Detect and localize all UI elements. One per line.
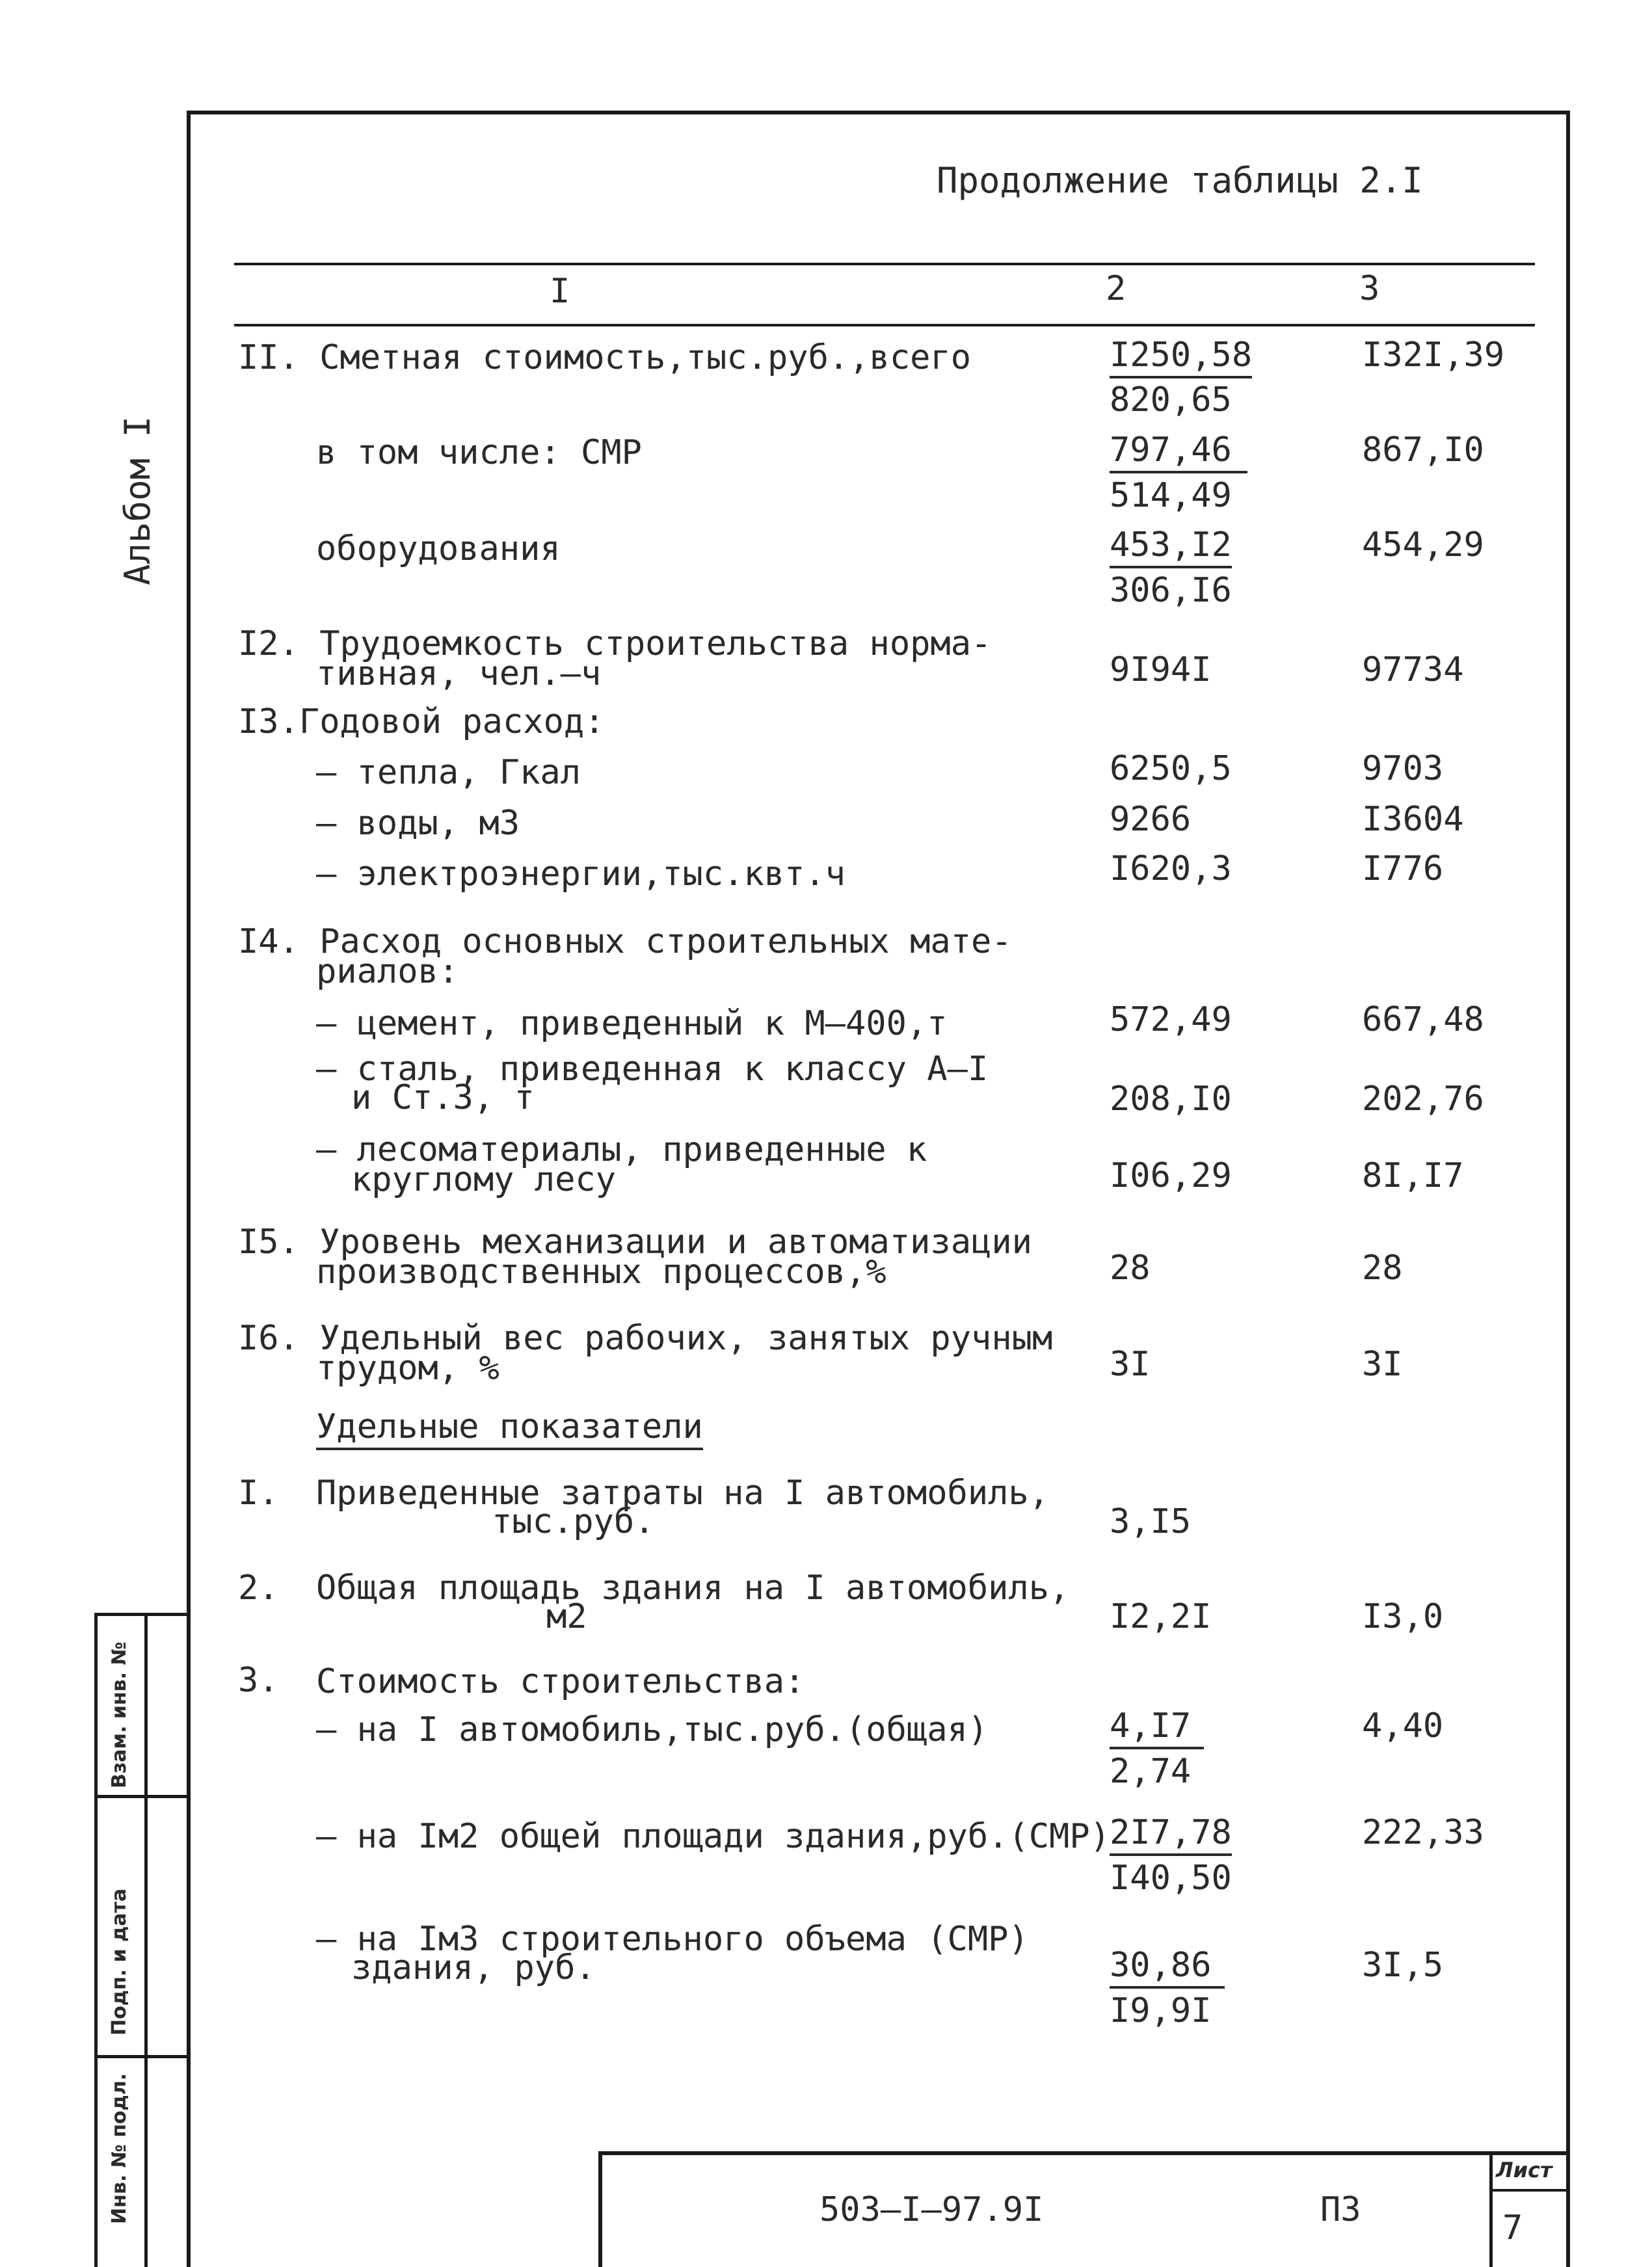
- row-label: Приведенные затраты на I автомобиль,: [316, 1474, 1050, 1513]
- value: [1110, 1706, 1204, 1745]
- value: 3I,5: [1362, 1946, 1444, 1985]
- value: 667,48: [1362, 1000, 1484, 1039]
- value: [1110, 525, 1232, 564]
- item-num: 2.: [238, 1569, 279, 1608]
- value: 3I: [1362, 1345, 1403, 1384]
- value: 867,I0: [1362, 431, 1484, 470]
- document-code: 503–I–97.9I: [819, 2190, 1044, 2229]
- value: 9I94I: [1110, 650, 1212, 689]
- margin-sep-3: [94, 2055, 187, 2058]
- value: 572,49: [1110, 1000, 1232, 1039]
- row-label: – воды, м3: [316, 804, 520, 843]
- value: 514,49: [1110, 476, 1232, 515]
- value: 820,65: [1110, 380, 1232, 419]
- value-numerator: I250,58: [1110, 336, 1252, 378]
- row-label: I3.Годовой расход:: [238, 702, 605, 741]
- row-label: – цемент, приведенный к М–400,т: [316, 1004, 948, 1043]
- margin-sep-2: [94, 1795, 187, 1798]
- value: 208,I0: [1110, 1080, 1232, 1119]
- margin-inner-line: [144, 1613, 148, 2267]
- value: [1110, 1946, 1225, 1985]
- margin-vzam: Взам. инв. №: [108, 1641, 131, 1788]
- value: 97734: [1362, 650, 1464, 689]
- album-label: Альбом I: [117, 416, 158, 585]
- value: 2,74: [1110, 1752, 1192, 1791]
- col-header-1: I: [550, 272, 570, 311]
- sheet-label: Лист: [1496, 2158, 1552, 2182]
- sheet-box-sep: [1489, 2189, 1570, 2192]
- header-top-line: [234, 263, 1535, 265]
- title-block: [598, 2151, 1570, 2267]
- row-label: круглому лесу: [351, 1160, 616, 1199]
- value: 454,29: [1362, 525, 1484, 564]
- value: 9703: [1362, 749, 1444, 788]
- col-header-2: 2: [1106, 269, 1126, 308]
- row-label: – на Iм2 общей площади здания,руб.(СМР): [316, 1817, 1110, 1856]
- value: 28: [1362, 1249, 1403, 1288]
- row-label: I2. Трудоемкость строительства норма-: [238, 624, 992, 663]
- value: [1110, 431, 1247, 470]
- value: I06,29: [1110, 1156, 1232, 1195]
- row-label: – сталь, приведенная к классу А–I: [316, 1050, 989, 1089]
- col-header-3: 3: [1359, 269, 1380, 308]
- row-label: I5. Уровень механизации и автоматизации: [238, 1223, 1032, 1262]
- value: 202,76: [1362, 1080, 1484, 1119]
- value: [1110, 1813, 1232, 1852]
- margin-podp: Подп. и дата: [108, 1888, 131, 2035]
- value: 3,I5: [1110, 1502, 1192, 1541]
- item-num: I.: [238, 1474, 279, 1513]
- table-caption: Продолжение таблицы 2.I: [937, 160, 1423, 201]
- row-label: м2: [546, 1597, 587, 1636]
- value: I2,2I: [1110, 1597, 1212, 1636]
- row-label: – лесоматериалы, приведенные к: [316, 1130, 927, 1169]
- sheet-number: 7: [1502, 2208, 1523, 2247]
- row-label: оборудования: [316, 529, 561, 568]
- value: I40,50: [1110, 1859, 1232, 1898]
- value: 28: [1110, 1249, 1151, 1288]
- row-label: Общая площадь здания на I автомобиль,: [316, 1569, 1070, 1608]
- row-label: трудом, %: [316, 1349, 500, 1388]
- value: I3604: [1362, 800, 1464, 839]
- row-label: Стоимость строительства:: [316, 1662, 805, 1701]
- value: [1110, 336, 1252, 375]
- value: I3,0: [1362, 1597, 1444, 1636]
- value: 222,33: [1362, 1813, 1484, 1852]
- margin-line: [94, 1613, 98, 2267]
- row-label: – на I автомобиль,тыс.руб.(общая): [316, 1710, 989, 1749]
- row-label: здания, руб.: [351, 1948, 596, 1987]
- row-label: – на Iм3 строительного объема (СМР): [316, 1920, 1029, 1959]
- value: 3I: [1110, 1345, 1151, 1384]
- row-label: производственных процессов,%: [316, 1253, 886, 1292]
- row-label: в том числе: СМР: [316, 433, 642, 472]
- value: 8I,I7: [1362, 1156, 1464, 1195]
- value: I9,9I: [1110, 1991, 1212, 2030]
- value-numerator: 797,46: [1110, 431, 1247, 473]
- row-label: и Ст.3, т: [351, 1078, 535, 1117]
- row-label: тивная, чел.–ч: [316, 654, 602, 693]
- value: 4,40: [1362, 1706, 1444, 1745]
- value: I620,3: [1110, 849, 1232, 888]
- row-label: тыс.руб.: [492, 1502, 655, 1541]
- row-label: риалов:: [316, 952, 459, 991]
- value: 306,I6: [1110, 571, 1232, 610]
- row-label: II. Сметная стоимость,тыс.руб.,всего: [238, 338, 972, 377]
- section-code: ПЗ: [1320, 2190, 1361, 2229]
- header-bottom-line: [234, 324, 1535, 326]
- row-label: – тепла, Гкал: [316, 753, 581, 792]
- margin-sep-1: [94, 1613, 187, 1616]
- row-label: I4. Расход основных строительных мате-: [238, 922, 1012, 961]
- item-num: 3.: [238, 1661, 279, 1700]
- value-numerator: 453,I2: [1110, 525, 1232, 568]
- value-numerator: 4,I7: [1110, 1706, 1204, 1749]
- value: I776: [1362, 849, 1444, 888]
- value-numerator: 30,86: [1110, 1946, 1225, 1989]
- section-heading-text: Удельные показатели: [316, 1407, 703, 1450]
- value-numerator: 2I7,78: [1110, 1813, 1232, 1856]
- value: 6250,5: [1110, 749, 1232, 788]
- row-label: I6. Удельный вес рабочих, занятых ручным: [238, 1319, 1053, 1358]
- value: I32I,39: [1362, 336, 1505, 375]
- section-heading: [316, 1409, 703, 1445]
- value: 9266: [1110, 800, 1192, 839]
- row-label: – электроэнергии,тыс.квт.ч: [316, 855, 846, 894]
- margin-inv: Инв. № подл.: [108, 2073, 131, 2224]
- sheet-box-line: [1489, 2151, 1493, 2267]
